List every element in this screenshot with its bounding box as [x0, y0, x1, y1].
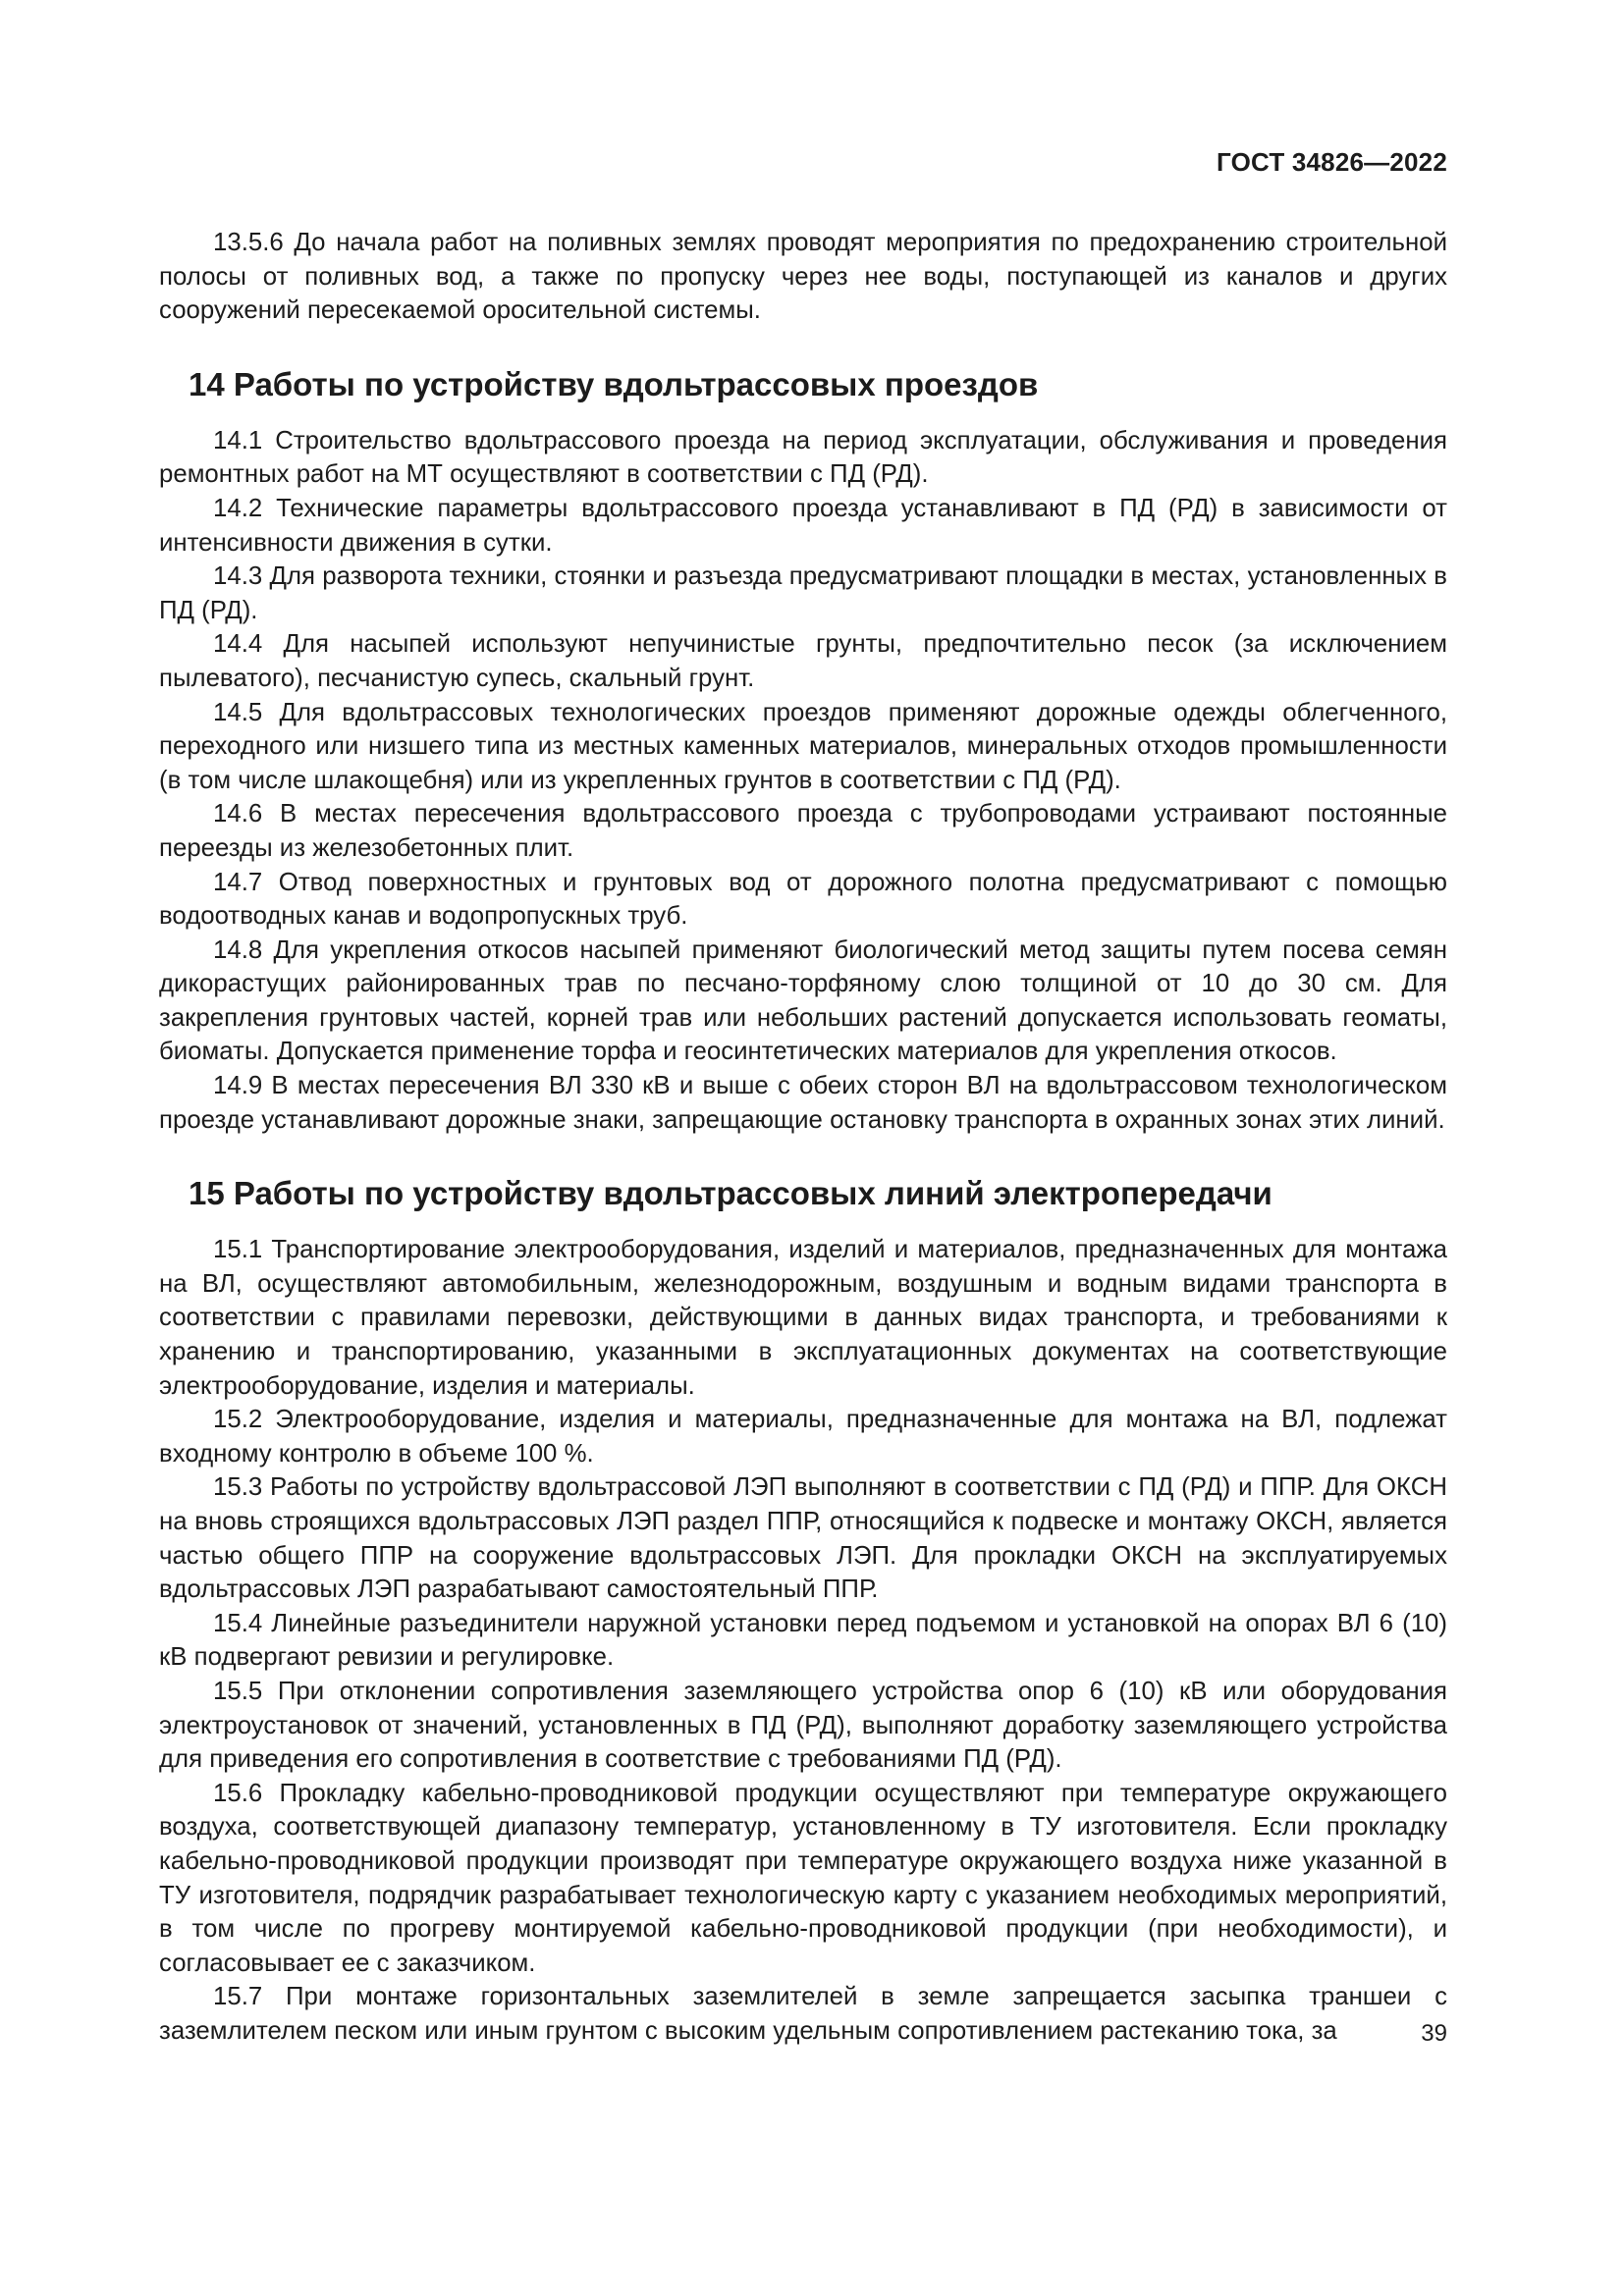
page-number: 39	[1421, 2020, 1447, 2047]
paragraph-14-8: 14.8 Для укрепления откосов насыпей применяют биологический метод защиты путем посева семян дикорастущих районированных трав по песчано-торфяному слою толщиной от 10 до 30 см. Для закрепления грунтовых частей, корней трав или небольших растений допускается использовать геоматы, биоматы. Допускается применение торфа и геосинтетических материалов для укрепления откосов.	[159, 935, 1447, 1066]
document-body	[159, 226, 1447, 2049]
paragraph-15-3: 15.3 Работы по устройству вдольтрассовой ЛЭП выполняют в соответствии с ПД (РД) и ППР. Для ОКСН на вновь строящихся вдольтрассовых ЛЭП раздел ППР, относящийся к подвеске и монтажу ОКСН, является частью общего ППР на сооружение вдольтрассовых ЛЭП. Для прокладки ОКСН на эксплуатируемых вдольтрассовых ЛЭП разрабатывают самостоятельный ППР.	[159, 1473, 1447, 1604]
paragraph-15-7: 15.7 При монтаже горизонтальных заземлителей в земле запрещается засыпка траншеи с заземлителем песком или иным грунтом с высоким удельным сопротивлением растеканию тока, за	[159, 1983, 1447, 2045]
standard-designation: ГОСТ 34826—2022	[1217, 147, 1447, 177]
paragraph-14-4: 14.4 Для насыпей используют непучинистые грунты, предпочтительно песок (за исключением пылеватого), песчанистую супесь, скальный грунт.	[159, 630, 1447, 692]
paragraph-14-6: 14.6 В местах пересечения вдольтрассового проезда с трубопроводами устраивают постоянные переезды из железобетонных плит.	[159, 800, 1447, 862]
paragraph-14-5: 14.5 Для вдольтрассовых технологических проездов применяют дорожные одежды облегченного, переходного или низшего типа из местных каменных материалов, минеральных отходов промышленности (в том числе шлакощебня) или из укрепленных грунтов в соответствии с ПД (РД).	[159, 698, 1447, 794]
paragraph-15-5: 15.5 При отклонении сопротивления заземляющего устройства опор 6 (10) кВ или оборудования электроустановок от значений, установленных в ПД (РД), выполняют доработку заземляющего устройства для приведения его сопротивления в соответствие с требованиями ПД (РД).	[159, 1677, 1447, 1774]
paragraph-14-2: 14.2 Технические параметры вдольтрассового проезда устанавливают в ПД (РД) в зависимости от интенсивности движения в сутки.	[159, 494, 1447, 557]
section-15-title: 15 Работы по устройству вдольтрассовых линий электропередачи	[189, 1175, 1272, 1212]
paragraph-14-1: 14.1 Строительство вдольтрассового проезда на период эксплуатации, обслуживания и проведения ремонтных работ на МТ осуществляют в соответствии с ПД (РД).	[159, 426, 1447, 489]
paragraph-14-3: 14.3 Для разворота техники, стоянки и разъезда предусматривают площадки в местах, установленных в ПД (РД).	[159, 562, 1447, 624]
paragraph-14-7: 14.7 Отвод поверхностных и грунтовых вод от дорожного полотна предусматривают с помощью водоотводных канав и водопропускных труб.	[159, 868, 1447, 931]
paragraph-15-6: 15.6 Прокладку кабельно-проводниковой продукции осуществляют при температуре окружающего воздуха, соответствующей диапазону температур, установленному в ТУ изготовителя. Если прокладку кабельно-проводниковой продукции производят при температуре окружающего воздуха ниже указанной в ТУ изготовителя, подрядчик разрабатывает технологическую карту с указанием необходимых мероприятий, в том числе по прогреву монтируемой кабельно-проводниковой продукции (при необходимости), и согласовывает ее с заказчиком.	[159, 1779, 1447, 1977]
paragraph-15-4: 15.4 Линейные разъединители наружной установки перед подъемом и установкой на опорах ВЛ 6 (10) кВ подвергают ревизии и регулировке.	[159, 1609, 1447, 1672]
paragraph-15-1: 15.1 Транспортирование электрооборудования, изделий и материалов, предназначенных для монтажа на ВЛ, осуществляют автомобильным, железнодорожным, воздушным и водным видами транспорта в соответствии с правилами перевозки, действующими в данных видах транспорта, и требованиями к хранению и транспортированию, указанными в эксплуатационных документах на соответствующие электрооборудование, изделия и материалы.	[159, 1236, 1447, 1400]
section-14-title: 14 Работы по устройству вдольтрассовых проездов	[189, 365, 1039, 402]
paragraph-14-9: 14.9 В местах пересечения ВЛ 330 кВ и выше с обеих сторон ВЛ на вдольтрассовом технологическом проезде устанавливают дорожные знаки, запрещающие остановку транспорта в охранных зонах этих линий.	[159, 1072, 1447, 1134]
paragraph-15-2: 15.2 Электрооборудование, изделия и материалы, предназначенные для монтажа на ВЛ, подлежат входному контролю в объеме 100 %.	[159, 1406, 1447, 1468]
paragraph-13-5-6: 13.5.6 До начала работ на поливных землях проводят мероприятия по предохранению строительной полосы от поливных вод, а также по пропуску через нее воды, поступающей из каналов и других сооружений пересекаемой оросительной системы.	[159, 229, 1447, 325]
